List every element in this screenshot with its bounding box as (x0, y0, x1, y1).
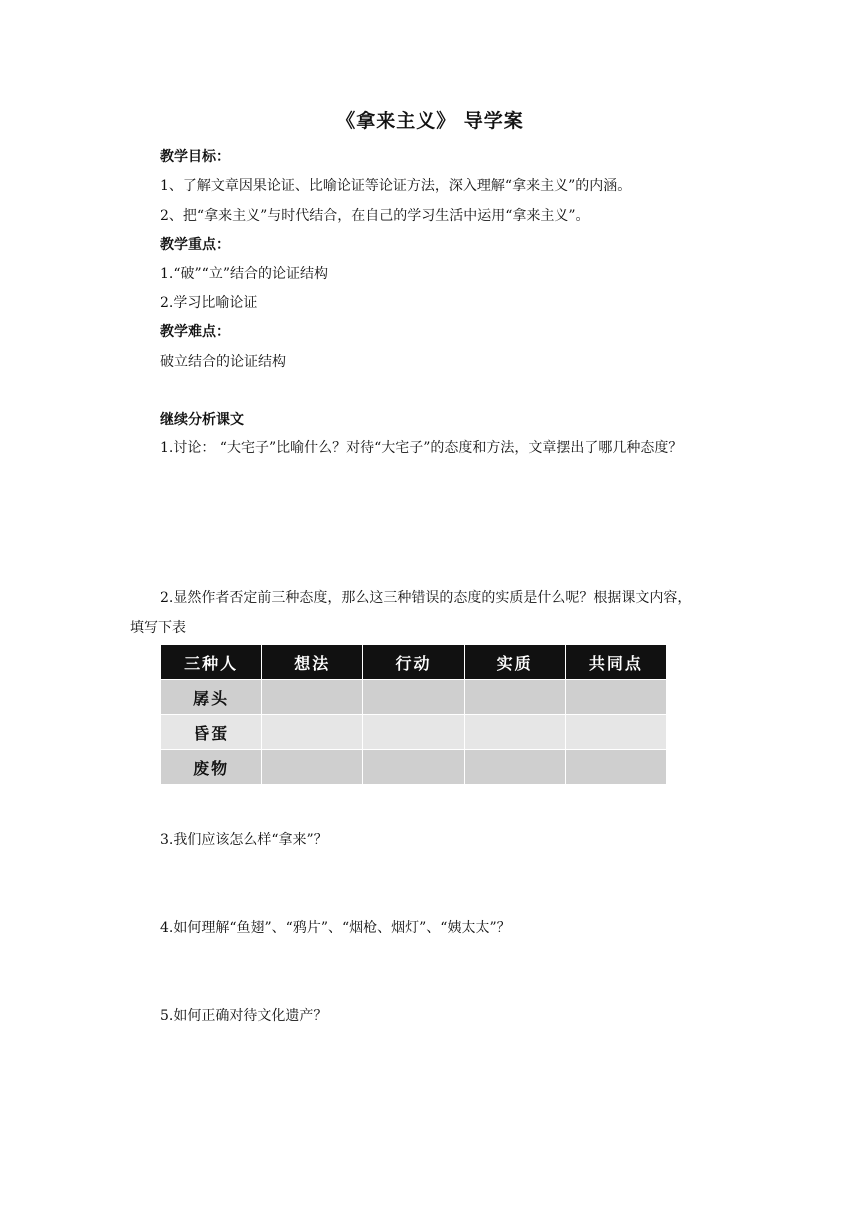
difficulties-heading: 教学难点： (160, 324, 230, 340)
question-1: 1.讨论： “大宅子”比喻什么？对待“大宅子”的态度和方法，文章摆出了哪几种态度？ (160, 440, 683, 456)
page-title: 《拿来主义》 导学案 (336, 110, 524, 132)
key-points-heading: 教学重点： (160, 237, 230, 253)
key-point-2: 2.学习比喻论证 (160, 295, 258, 311)
blank-cell[interactable] (262, 715, 363, 750)
blank-cell[interactable] (262, 680, 363, 715)
blank-cell[interactable] (464, 750, 565, 785)
table-row (161, 750, 667, 785)
question-3: 3.我们应该怎么样“拿来”？ (160, 832, 328, 848)
table-row (161, 715, 667, 750)
blank-cell[interactable] (565, 680, 666, 715)
blank-cell[interactable] (363, 750, 464, 785)
table-row (161, 680, 667, 715)
table-header-row (161, 645, 667, 680)
question-4: 4.如何理解“鱼翅”、“鸦片”、“烟枪、烟灯”、“姨太太”？ (160, 920, 511, 936)
key-point-1: 1.“破”“立”结合的论证结构 (160, 266, 328, 282)
objectives-heading: 教学目标： (160, 149, 230, 165)
analysis-heading: 继续分析课文 (160, 412, 244, 428)
blank-cell[interactable] (565, 715, 666, 750)
attitude-table (160, 644, 667, 785)
question-2: 2.显然作者否定前三种态度，那么这三种错误的态度的实质是什么呢？根据课文内容，填写下表 (130, 590, 692, 636)
blank-cell[interactable] (565, 750, 666, 785)
blank-cell[interactable] (464, 715, 565, 750)
table-header: 共同点 (565, 645, 666, 680)
row-label: 废物 (161, 750, 262, 785)
objective-2: 2、把“拿来主义”与时代结合，在自己的学习生活中运用“拿来主义”。 (160, 208, 590, 224)
question-5: 5.如何正确对待文化遗产？ (160, 1008, 328, 1024)
blank-cell[interactable] (464, 680, 565, 715)
row-label: 孱头 (161, 680, 262, 715)
objective-1: 1、了解文章因果论证、比喻论证等论证方法，深入理解“拿来主义”的内涵。 (160, 178, 632, 194)
table-header: 三种人 (161, 645, 262, 680)
table-header: 实质 (464, 645, 565, 680)
table-header: 想法 (262, 645, 363, 680)
blank-cell[interactable] (262, 750, 363, 785)
difficulty-1: 破立结合的论证结构 (160, 354, 286, 370)
blank-cell[interactable] (363, 680, 464, 715)
blank-cell[interactable] (363, 715, 464, 750)
row-label: 昏蛋 (161, 715, 262, 750)
table-header: 行动 (363, 645, 464, 680)
